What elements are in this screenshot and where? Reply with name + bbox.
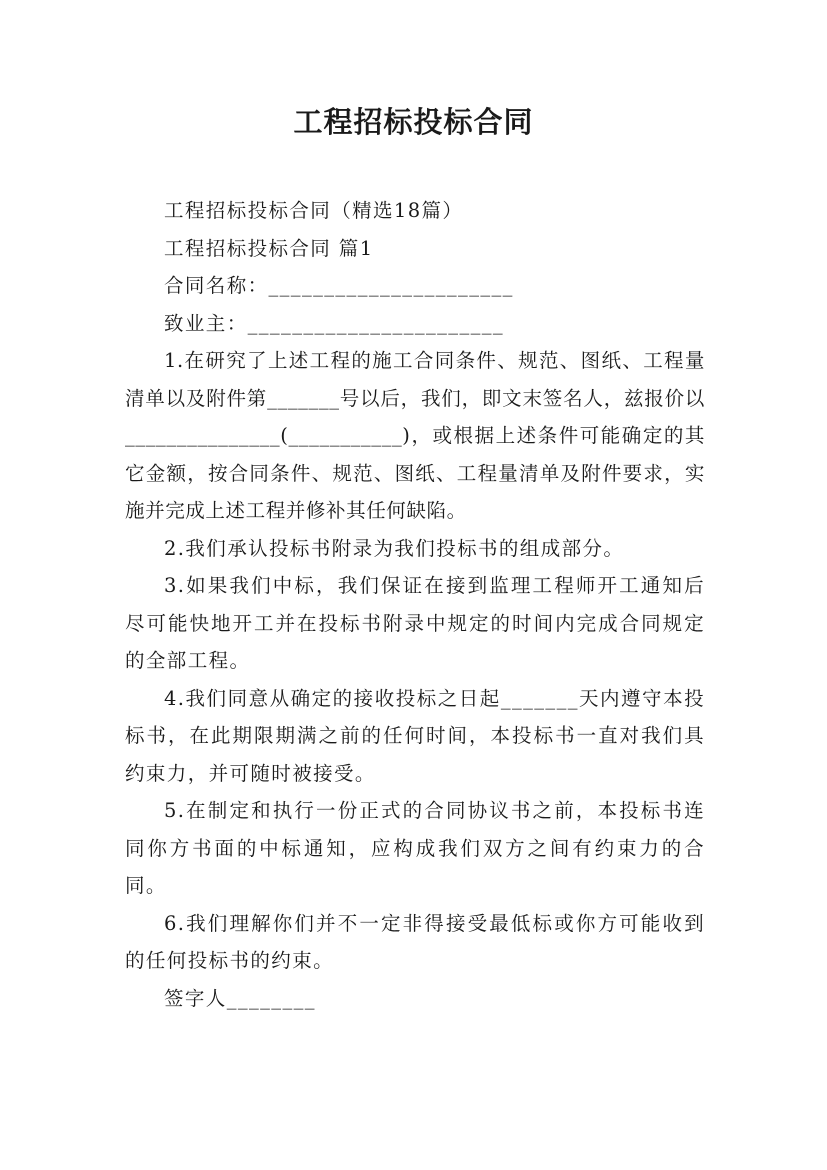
document-subtitle: 工程招标投标合同（精选18篇） — [164, 199, 464, 222]
clause-1: 1.在研究了上述工程的施工合同条件、规范、图纸、工程量清单以及附件第_______号以后，我们，即文末签名人，兹报价以_______________(___________)，或根据上述条件可能确定的其它金额，按合同条件、规范、图纸、工程量清单及附件要求，实施并完成上述工程并修补其任何缺陷。 — [125, 349, 705, 522]
clause-6: 6.我们理解你们并不一定非得接受最低标或你方可能收到的任何投标书的约束。 — [125, 911, 705, 972]
clause-5: 5.在制定和执行一份正式的合同协议书之前，本投标书连同你方书面的中标通知，应构成我们双方之间有约束力的合同。 — [125, 799, 705, 897]
document-body — [125, 192, 705, 1017]
contract-name-line: 合同名称：______________________ — [164, 274, 514, 297]
signer-line: 签字人________ — [164, 986, 316, 1010]
to-owner-line: 致业主：_______________________ — [164, 311, 505, 335]
clause-3: 3.如果我们中标，我们保证在接到监理工程师开工通知后尽可能快地开工并在投标书附录中规定的时间内完成合同规定的全部工程。 — [125, 574, 705, 672]
clause-2: 2.我们承认投标书附录为我们投标书的组成部分。 — [164, 536, 625, 560]
section-heading: 工程招标投标合同 篇1 — [164, 236, 374, 260]
document-title: 工程招标投标合同 — [293, 105, 534, 139]
clause-4: 4.我们同意从确定的接收投标之日起_______天内遵守本投标书，在此期限期满之前的任何时间，本投标书一直对我们具约束力，并可随时被接受。 — [125, 686, 705, 785]
